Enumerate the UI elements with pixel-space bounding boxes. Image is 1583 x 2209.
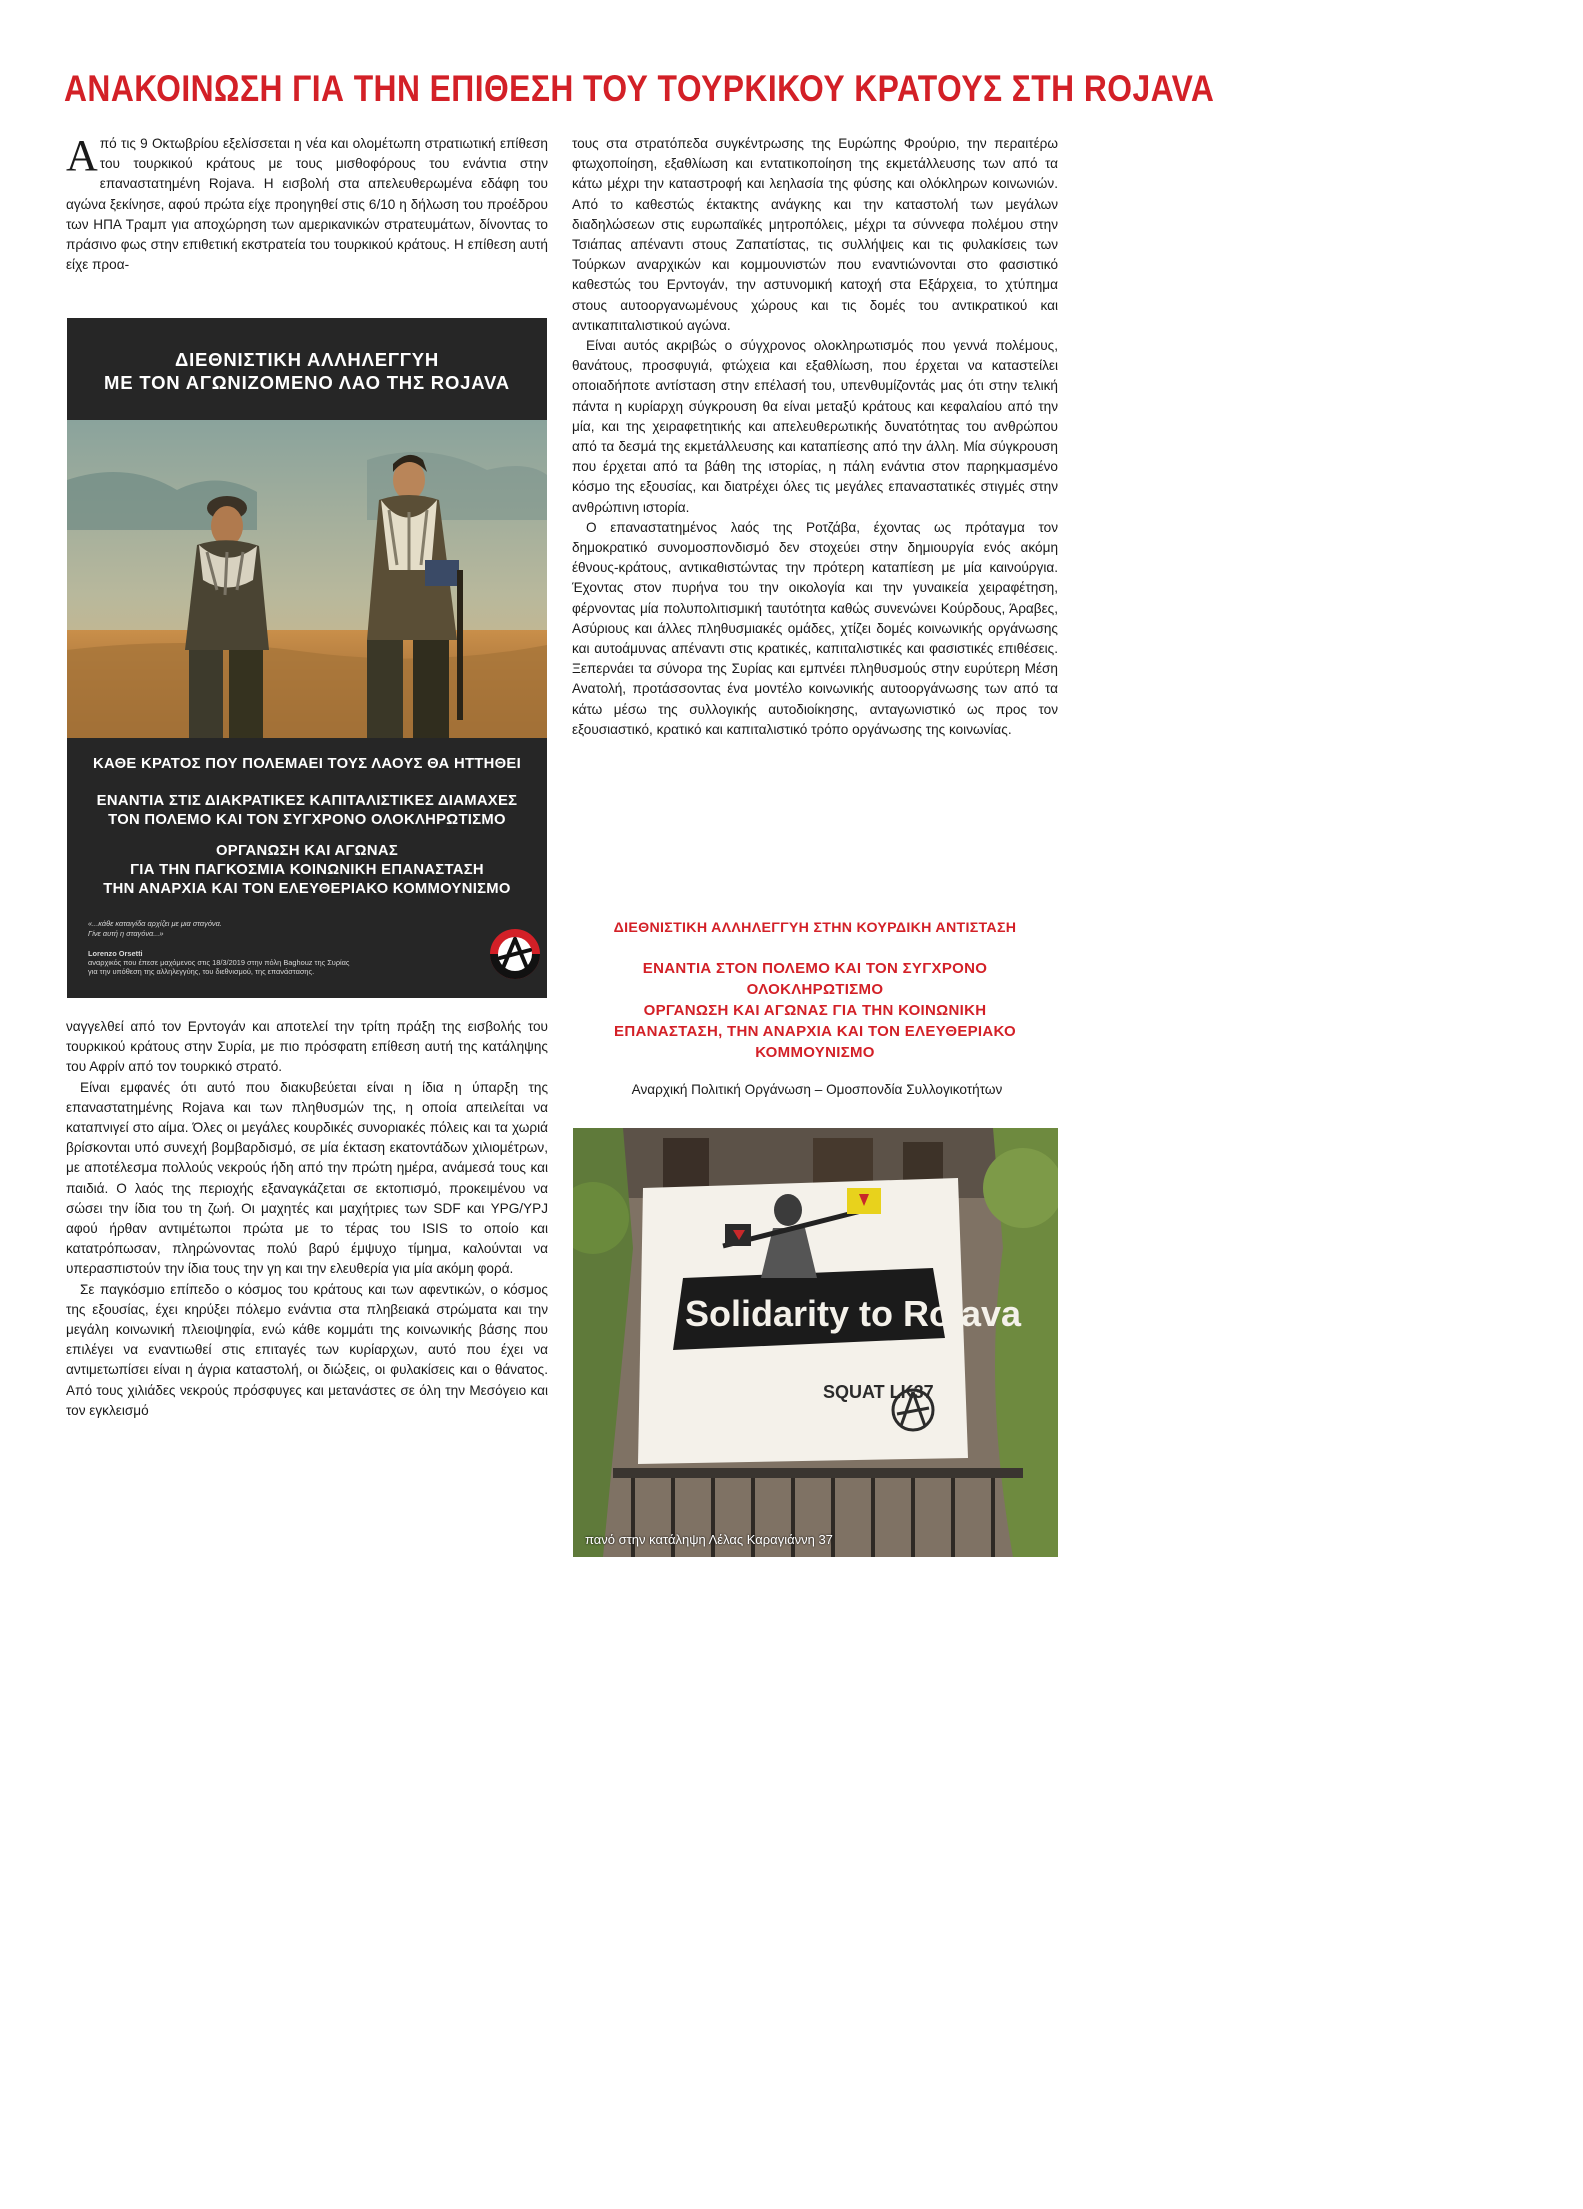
red-heading-line: ΕΠΑΝΑΣΤΑΣΗ, ΤΗΝ ΑΝΑΡΧΙΑ ΚΑΙ ΤΟΝ ΕΛΕΥΘΕΡΙΑΚΟ [614, 1023, 1016, 1040]
quote-note-line: για την υπόθεση της αλληλεγγύης, του διεθνισμού, της επανάστασης. [88, 967, 315, 976]
poster-title-line: ΔΙΕΘΝΙΣΤΙΚΗ ΑΛΛΗΛΕΓΓΥΗ [175, 349, 439, 370]
body-paragraph: τους στα στρατόπεδα συγκέντρωσης της Ευρώπης Φρούριο, την περαιτέρω φτωχοποίηση, εξαθλίωση και εντατικοποίηση της εκμετάλλευσης των από τα κάτω μέχρι την καταστροφή και λεηλασία της φύσης και ολόκληρων κοινωνιών. Από το καθεστώς έκτακτης ανάγκης και την καταστολή των μεγάλων διαδηλώσεων στις ευρωπαϊκές μητροπόλεις, μέχρι τα σύννεφα πολέμου στην Τσιάπας απέναντι στους Ζαπατίστας, τις συλλήψεις και τις φυλακίσεις των Τούρκων αναρχικών και κομμουνιστών που εναντιώνονται στο φασιστικό καθεστώς του Ερντογάν, την αστυνομική κατοχή στα Εξάρχεια, το χτύπημα στους αυτοοργανωμένους χώρους και τις δομές του αντικρατικού και αντικαπιταλιστικού αγώνα. [572, 136, 1058, 333]
poster-title-line: ΜΕ ΤΟΝ ΑΓΩΝΙΖΟΜΕΝΟ ΛΑΟ ΤΗΣ ROJAVA [104, 372, 510, 393]
body-paragraph: Είναι εμφανές ότι αυτό που διακυβεύεται είναι η ίδια η ύπαρξη της επαναστατημένης Rojava και των πληθυσμών της, η οποία απειλείται να καταπνιγεί στο αίμα. Όλες οι μεγάλες κουρδικές συνοριακές πόλεις και τα χωριά βρίσκονται υπό συνεχή βομβαρδισμό, σε μία έκταση εκατοντάδων χιλιομέτρων, με αποτέλεσμα πολλούς νεκρούς ήδη από την πρώτη ημέρα, ανάμεσά τους και παιδιά. Ο λαός της περιοχής εξαναγκάζεται σε εκτοπισμό, προκειμένου να σώσει την ίδια του τη ζωή. Οι μαχητές και μαχήτριες των SDF και YPG/YPJ αφού ήρθαν αντιμέτωποι πρώτα με το τέρας του ISIS το οποίο και κατατρόπωσαν, πληρώνοντας πολύ βαρύ έμψυχο τίμημα, καλούνται να υπερασπιστούν την ίδια τους την γη και την ελευθερία για μία ακόμη φορά. [66, 1079, 548, 1277]
intro-paragraph [66, 131, 548, 275]
red-heading-line: ΟΛΟΚΛΗΡΩΤΙΣΜΟ [746, 981, 884, 998]
quote-author-name: Lorenzo Orsetti [88, 949, 143, 958]
poster-illustration [67, 420, 547, 738]
banner-text: Solidarity to Rojava [685, 1293, 1022, 1334]
drop-cap: Α [66, 131, 98, 180]
red-heading-slogans [572, 958, 1058, 1063]
body-paragraph: Είναι αυτός ακριβώς ο σύγχρονος ολοκληρωτισμός που γεννά πολέμους, θανάτους, προσφυγιά, φτώχεια και εξαθλίωση, που έρχεται να καταστείλει οποιαδήποτε αντίσταση στην επέλασή του, υπενθυμίζοντάς μας ότι στην τελική πάντα η κυρίαρχη σύγκρουση θα είναι μεταξύ κράτους και κεφαλαίου από την μία, και της χειραφετητικής και απελευθερωτικής δυνατότητας του ανθρώπου από τα δεσμά της εκμετάλλευσης και καταπίεσης από την άλλη. Μία σύγκρουση που έρχεται από τα βάθη της ιστορίας, η πάλη ενάντια στον παρηκμασμένο κόσμο της εξουσίας, και διατρέχει όλες τις μεγάλες επαναστατικές στιγμές στην ανθρώπινη ιστορία. [572, 338, 1058, 515]
quote-line: «...κάθε καταιγίδα αρχίζει με μια σταγόνα. [88, 919, 222, 928]
anarchy-logo-icon [489, 928, 541, 980]
signature: Αναρχική Πολιτική Οργάνωση – Ομοσπονδία Συλλογικοτήτων [631, 1082, 1003, 1097]
body-paragraph: ναγγελθεί από τον Ερντογάν και αποτελεί την τρίτη πράξη της εισβολής του τουρκικού κράτους στην Συρία, με πιο πρόσφατη επίθεση αυτή της κατάληψης του Αφρίν από τον τουρκικό στρατό. [66, 1019, 548, 1075]
poster-quote-author [88, 949, 428, 976]
poster-slogan-line: ΕΝΑΝΤΙΑ ΣΤΙΣ ΔΙΑΚΡΑΤΙΚΕΣ ΚΑΠΙΤΑΛΙΣΤΙΚΕΣ ΔΙΑΜΑΧΕΣ [96, 793, 518, 809]
poster-slogan-line: ΟΡΓΑΝΩΣΗ ΚΑΙ ΑΓΩΝΑΣ [215, 843, 398, 859]
quote-note-line: αναρχικός που έπεσε μαχόμενος στις 18/3/2019 στην πόλη Baghouz της Συρίας [88, 958, 350, 967]
poster-slogan-line: ΓΙΑ ΤΗΝ ΠΑΓΚΟΣΜΙΑ ΚΟΙΝΩΝΙΚΗ ΕΠΑΝΑΣΤΑΣΗ [130, 862, 484, 878]
left-column-top [66, 131, 548, 275]
poster-slogan-1: ΚΑΘΕ ΚΡΑΤΟΣ ΠΟΥ ΠΟΛΕΜΑΕΙ ΤΟΥΣ ΛΑΟΥΣ ΘΑ ΗΤΤΗΘΕΙ [93, 756, 521, 772]
solidarity-poster [67, 318, 547, 998]
intro-text: πό τις 9 Οκτωβρίου εξελίσσεται η νέα και ολομέτωπη στρατιωτική επίθεση του τουρκικού κράτους με τους μισθοφόρους του ενάντια στην επαναστατημένη Rojava. Η εισβολή στα απελευθερωμένα εδάφη του αγώνα ξεκίνησε, αφού πρώτα είχε προηγηθεί στις 6/10 η δήλωση του προέδρου των ΗΠΑ Τραμπ για αποχώρηση των αμερικανικών στρατευμάτων, δίνοντας το πράσινο φως στην επιθετική εκστρατεία του τουρκικού κράτους. Η επίθεση αυτή είχε προα- [66, 136, 548, 273]
page-title: ΑΝΑΚΟΙΝΩΣΗ ΓΙΑ ΤΗΝ ΕΠΙΘΕΣΗ ΤΟΥ ΤΟΥΡΚΙΚΟΥ ΚΡΑΤΟΥΣ ΣΤΗ ROJAVA [64, 68, 1215, 109]
poster-slogan-2 [67, 792, 547, 830]
poster-slogan-line: ΤΟΝ ΠΟΛΕΜΟ ΚΑΙ ΤΟΝ ΣΥΓΧΡΟΝΟ ΟΛΟΚΛΗΡΩΤΙΣΜΟ [108, 812, 506, 828]
banner-tag: SQUAT LK37 [823, 1382, 934, 1402]
poster-slogan-3 [67, 842, 547, 899]
poster-slogan-line: ΤΗΝ ΑΝΑΡΧΙΑ ΚΑΙ ΤΟΝ ΕΛΕΥΘΕΡΙΑΚΟ ΚΟΜΜΟΥΝΙΣΜΟ [103, 881, 511, 897]
poster-quote [88, 919, 428, 939]
squat-banner-photo [573, 1128, 1058, 1557]
poster-title [67, 348, 547, 394]
quote-line: Γίνε αυτή η σταγόνα...» [88, 929, 164, 938]
red-heading-line: ΕΝΑΝΤΙΑ ΣΤΟΝ ΠΟΛΕΜΟ ΚΑΙ ΤΟΝ ΣΥΓΧΡΟΝΟ [642, 960, 988, 977]
red-heading-line: ΚΟΜΜΟΥΝΙΣΜΟ [755, 1044, 875, 1061]
right-column [572, 134, 1058, 740]
left-column-bottom [66, 1017, 548, 1421]
photo-caption: πανό στην κατάληψη Λέλας Καραγιάννη 37 [585, 1532, 833, 1547]
red-heading-solidarity: ΔΙΕΘΝΙΣΤΙΚΗ ΑΛΛΗΛΕΓΓΥΗ ΣΤΗΝ ΚΟΥΡΔΙΚΗ ΑΝΤΙΣΤΑΣΗ [613, 920, 1017, 936]
body-paragraph: Ο επαναστατημένος λαός της Ροτζάβα, έχοντας ως πρόταγμα τον δημοκρατικό συνομοσπονδισμό δεν στοχεύει στην δημιουργία ενός ακόμη έθνους-κράτους, αντικαθιστώντας την πρότερη καταπίεση με μία καινούργια. Έχοντας στον πυρήνα του την οικολογία και την γυναικεία χειραφέτηση, φέρνοντας μία πολυπολιτισμική ταυτότητα καθώς συνενώνει Κούρδους, Άραβες, Ασύριους και άλλες πληθυσμιακές ομάδες, χτίζει δομές κοινωνικής οργάνωσης και αυτοάμυνας απέναντι στις κρατικές, καπιταλιστικές και φασιστικές επιθέσεις. Ξεπερνάει τα σύνορα της Συρίας και εμπνέει πληθυσμούς στην ευρύτερη Μέση Ανατολή, προτάσσοντας ένα μοντέλο κοινωνικής αυτοοργάνωσης των από τα κάτω μέσω της συλλογικής αυτοδιοίκησης, ανταγωνιστικό ως προς τον εξουσιαστικό, κρατικό και καπιταλιστικό τρόπο οργάνωσης της κοινωνίας. [572, 519, 1058, 737]
body-paragraph: Σε παγκόσμιο επίπεδο ο κόσμος του κράτους και των αφεντικών, ο κόσμος της εξουσίας, έχει κηρύξει πόλεμο ενάντια στα πληβειακά στρώματα και την μεγάλη κοινωνική πλειοψηφία, ενώ κάθε κομμάτι της κοινωνικής βάσης που επιλέγει να εναντιωθεί στις επιταγές των κυρίαρχων, αυτό που έχει να αντιμετωπίσει είναι η άγρια καταστολή, οι διώξεις, οι φυλακίσεις και ο θάνατος. Από τους χιλιάδες νεκρούς πρόσφυγες και μετανάστες σε όλη την Μεσόγειο και τον εγκλεισμό [66, 1281, 548, 1418]
red-heading-line: ΟΡΓΑΝΩΣΗ ΚΑΙ ΑΓΩΝΑΣ ΓΙΑ ΤΗΝ ΚΟΙΝΩΝΙΚΗ [643, 1002, 987, 1019]
